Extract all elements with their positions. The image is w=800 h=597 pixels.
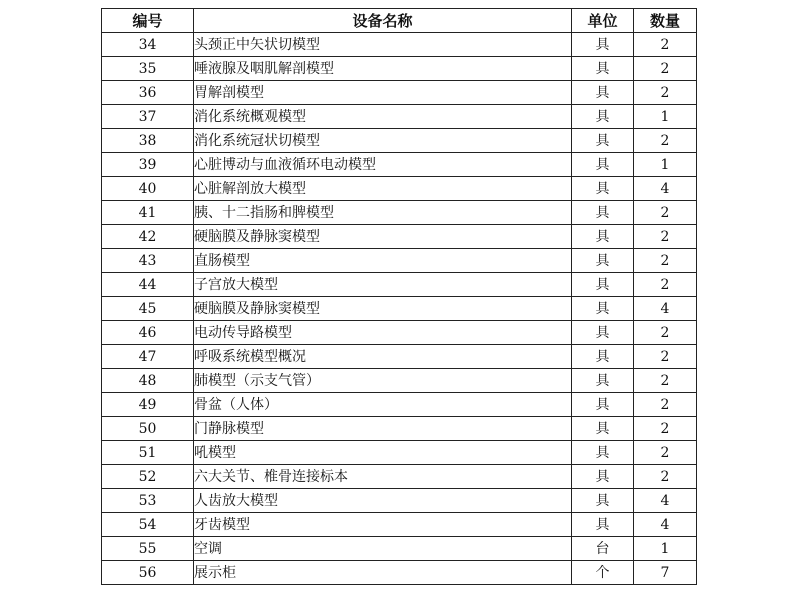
cell-unit: 具: [572, 129, 634, 153]
cell-name: 消化系统冠状切模型: [194, 129, 572, 153]
cell-unit: 具: [572, 393, 634, 417]
cell-name: 吼模型: [194, 441, 572, 465]
table-row: [102, 57, 697, 81]
cell-unit: 具: [572, 273, 634, 297]
cell-name: 骨盆（人体）: [194, 393, 572, 417]
cell-qty: 2: [634, 321, 697, 345]
cell-qty: 2: [634, 249, 697, 273]
table-row: [102, 345, 697, 369]
cell-no: 39: [102, 153, 194, 177]
cell-qty: 2: [634, 441, 697, 465]
cell-qty: 2: [634, 81, 697, 105]
cell-no: 52: [102, 465, 194, 489]
cell-unit: 具: [572, 489, 634, 513]
cell-name: 门静脉模型: [194, 417, 572, 441]
table-row: [102, 129, 697, 153]
cell-no: 34: [102, 33, 194, 57]
cell-no: 42: [102, 225, 194, 249]
cell-unit: 具: [572, 177, 634, 201]
cell-name: 硬脑膜及静脉窦模型: [194, 225, 572, 249]
cell-name: 电动传导路模型: [194, 321, 572, 345]
table-row: [102, 465, 697, 489]
cell-no: 48: [102, 369, 194, 393]
cell-name: 直肠模型: [194, 249, 572, 273]
table-row: [102, 225, 697, 249]
cell-qty: 2: [634, 129, 697, 153]
cell-qty: 1: [634, 537, 697, 561]
cell-qty: 4: [634, 489, 697, 513]
table-row: [102, 369, 697, 393]
table-row: [102, 33, 697, 57]
cell-no: 36: [102, 81, 194, 105]
cell-no: 43: [102, 249, 194, 273]
table-row: [102, 177, 697, 201]
table-row: [102, 417, 697, 441]
cell-qty: 2: [634, 465, 697, 489]
cell-unit: 具: [572, 369, 634, 393]
table-header-row: [102, 9, 697, 33]
cell-unit: 具: [572, 153, 634, 177]
cell-name: 空调: [194, 537, 572, 561]
table-row: [102, 441, 697, 465]
cell-qty: 1: [634, 153, 697, 177]
cell-qty: 1: [634, 105, 697, 129]
cell-name: 呼吸系统模型概况: [194, 345, 572, 369]
cell-unit: 具: [572, 225, 634, 249]
cell-no: 44: [102, 273, 194, 297]
equipment-table: [101, 8, 697, 585]
cell-qty: 4: [634, 297, 697, 321]
cell-no: 41: [102, 201, 194, 225]
cell-name: 心脏博动与血液循环电动模型: [194, 153, 572, 177]
cell-name: 胃解剖模型: [194, 81, 572, 105]
cell-no: 40: [102, 177, 194, 201]
header-qty: 数量: [634, 9, 697, 33]
cell-name: 子宫放大模型: [194, 273, 572, 297]
cell-no: 50: [102, 417, 194, 441]
cell-qty: 2: [634, 417, 697, 441]
cell-qty: 4: [634, 513, 697, 537]
cell-no: 54: [102, 513, 194, 537]
cell-no: 46: [102, 321, 194, 345]
cell-name: 展示柜: [194, 561, 572, 585]
cell-unit: 具: [572, 201, 634, 225]
cell-no: 47: [102, 345, 194, 369]
header-no: 编号: [102, 9, 194, 33]
cell-name: 唾液腺及咽肌解剖模型: [194, 57, 572, 81]
cell-no: 51: [102, 441, 194, 465]
cell-name: 肺模型（示支气管）: [194, 369, 572, 393]
cell-unit: 具: [572, 417, 634, 441]
cell-no: 38: [102, 129, 194, 153]
cell-no: 55: [102, 537, 194, 561]
cell-unit: 具: [572, 465, 634, 489]
cell-no: 37: [102, 105, 194, 129]
cell-name: 头颈正中矢状切模型: [194, 33, 572, 57]
cell-unit: 个: [572, 561, 634, 585]
table-row: [102, 561, 697, 585]
cell-no: 45: [102, 297, 194, 321]
cell-name: 硬脑膜及静脉窦模型: [194, 297, 572, 321]
table-row: [102, 81, 697, 105]
cell-no: 49: [102, 393, 194, 417]
table-row: [102, 249, 697, 273]
cell-name: 消化系统概观模型: [194, 105, 572, 129]
table-body: [102, 33, 697, 585]
cell-qty: 2: [634, 57, 697, 81]
table-row: [102, 489, 697, 513]
cell-name: 牙齿模型: [194, 513, 572, 537]
cell-unit: 具: [572, 81, 634, 105]
cell-name: 人齿放大模型: [194, 489, 572, 513]
table-row: [102, 321, 697, 345]
cell-no: 53: [102, 489, 194, 513]
cell-qty: 7: [634, 561, 697, 585]
cell-unit: 具: [572, 345, 634, 369]
table-row: [102, 513, 697, 537]
cell-qty: 2: [634, 273, 697, 297]
cell-unit: 具: [572, 249, 634, 273]
cell-unit: 具: [572, 513, 634, 537]
cell-qty: 2: [634, 201, 697, 225]
table-row: [102, 201, 697, 225]
cell-no: 35: [102, 57, 194, 81]
cell-qty: 2: [634, 393, 697, 417]
header-unit: 单位: [572, 9, 634, 33]
cell-no: 56: [102, 561, 194, 585]
cell-qty: 2: [634, 33, 697, 57]
cell-unit: 具: [572, 321, 634, 345]
cell-qty: 2: [634, 369, 697, 393]
table-row: [102, 105, 697, 129]
cell-unit: 台: [572, 537, 634, 561]
cell-unit: 具: [572, 57, 634, 81]
table-row: [102, 393, 697, 417]
header-name: 设备名称: [194, 9, 572, 33]
cell-unit: 具: [572, 33, 634, 57]
table-row: [102, 537, 697, 561]
cell-unit: 具: [572, 297, 634, 321]
cell-unit: 具: [572, 441, 634, 465]
cell-name: 六大关节、椎骨连接标本: [194, 465, 572, 489]
table-row: [102, 297, 697, 321]
cell-unit: 具: [572, 105, 634, 129]
cell-qty: 4: [634, 177, 697, 201]
cell-qty: 2: [634, 225, 697, 249]
cell-qty: 2: [634, 345, 697, 369]
table-row: [102, 153, 697, 177]
cell-name: 胰、十二指肠和脾模型: [194, 201, 572, 225]
cell-name: 心脏解剖放大模型: [194, 177, 572, 201]
table-row: [102, 273, 697, 297]
